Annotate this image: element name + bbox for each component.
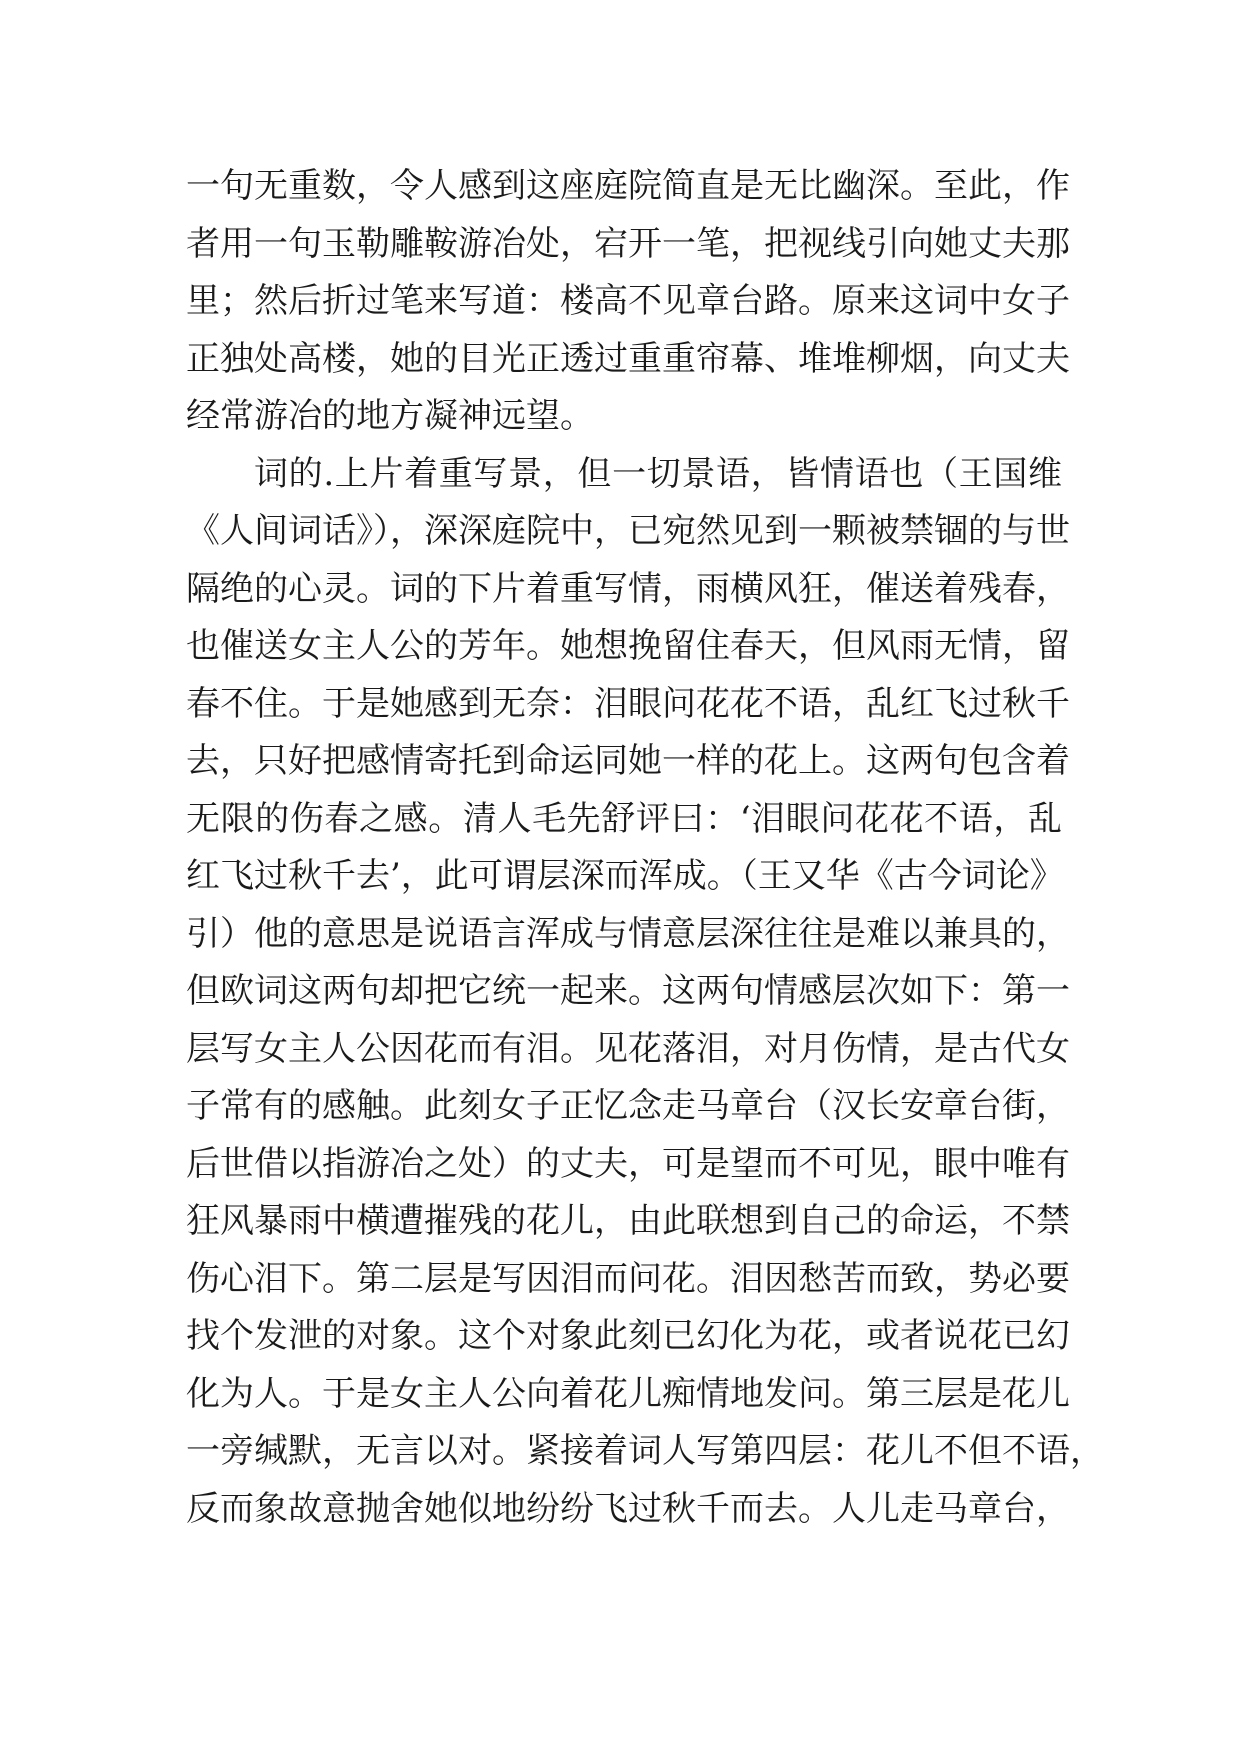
text-line: 一旁缄默，无言以对。紧接着词人写第四层：花儿不但不语，	[186, 1431, 1104, 1471]
text-line: 词的.上片着重写景，但一切景语，皆情语也（王国维	[254, 453, 1062, 494]
text-line: 里；然后折过笔来写道：楼高不见章台路。原来这词中女子	[186, 281, 1070, 321]
text-line: 正独处高楼，她的目光正透过重重帘幕、堆堆柳烟，向丈夫	[186, 338, 1070, 379]
text-line: 子常有的感触。此刻女子正忆念走马章台（汉长安章台街，	[186, 1086, 1070, 1126]
text-line: 层写女主人公因花而有泪。见花落泪，对月伤情，是古代女	[186, 1028, 1070, 1069]
text-line: 找个发泄的对象。这个对象此刻已幻化为花，或者说花已幻	[186, 1316, 1070, 1356]
text-line: 化为人。于是女主人公向着花儿痴情地发问。第三层是花儿	[186, 1373, 1070, 1414]
text-line: 但欧词这两句却把它统一起来。这两句情感层次如下：第一	[186, 971, 1070, 1011]
text-line: 无限的伤春之感。清人毛先舒评曰：‘泪眼问花花不语，乱	[186, 798, 1062, 839]
text-line: 一句无重数，令人感到这座庭院简直是无比幽深。至此，作	[186, 166, 1070, 206]
body-text	[186, 158, 1104, 1538]
text-line: 春不住。于是她感到无奈：泪眼问花花不语，乱红飞过秋千	[186, 683, 1070, 724]
text-line: 引）他的意思是说语言浑成与情意层深往往是难以兼具的，	[186, 913, 1070, 954]
paragraph-2	[186, 446, 1104, 1539]
text-line: 伤心泪下。第二层是写因泪而问花。泪因愁苦而致，势必要	[186, 1258, 1070, 1299]
text-line: 反而象故意抛舍她似地纷纷飞过秋千而去。人儿走马章台，	[186, 1488, 1070, 1529]
text-line: 也催送女主人公的芳年。她想挽留住春天，但风雨无情，留	[186, 626, 1070, 666]
text-line: 隔绝的心灵。词的下片着重写情，雨横风狂，催送着残春，	[186, 568, 1070, 609]
text-line: 狂风暴雨中横遭摧残的花儿，由此联想到自己的命运，不禁	[186, 1201, 1070, 1241]
text-line: 《人间词话》），深深庭院中，已宛然见到一颗被禁锢的与世	[186, 511, 1070, 551]
text-line: 红飞过秋千去’，此可谓层深而浑成。（王又华《古今词论》	[186, 856, 1064, 896]
text-line: 去，只好把感情寄托到命运同她一样的花上。这两句包含着	[186, 741, 1070, 781]
text-line: 者用一句玉勒雕鞍游冶处，宕开一笔，把视线引向她丈夫那	[186, 223, 1070, 264]
text-line: 后世借以指游冶之处）的丈夫，可是望而不可见，眼中唯有	[186, 1143, 1070, 1184]
paragraph-1	[186, 158, 1070, 446]
text-line: 经常游冶的地方凝神远望。	[186, 396, 594, 436]
